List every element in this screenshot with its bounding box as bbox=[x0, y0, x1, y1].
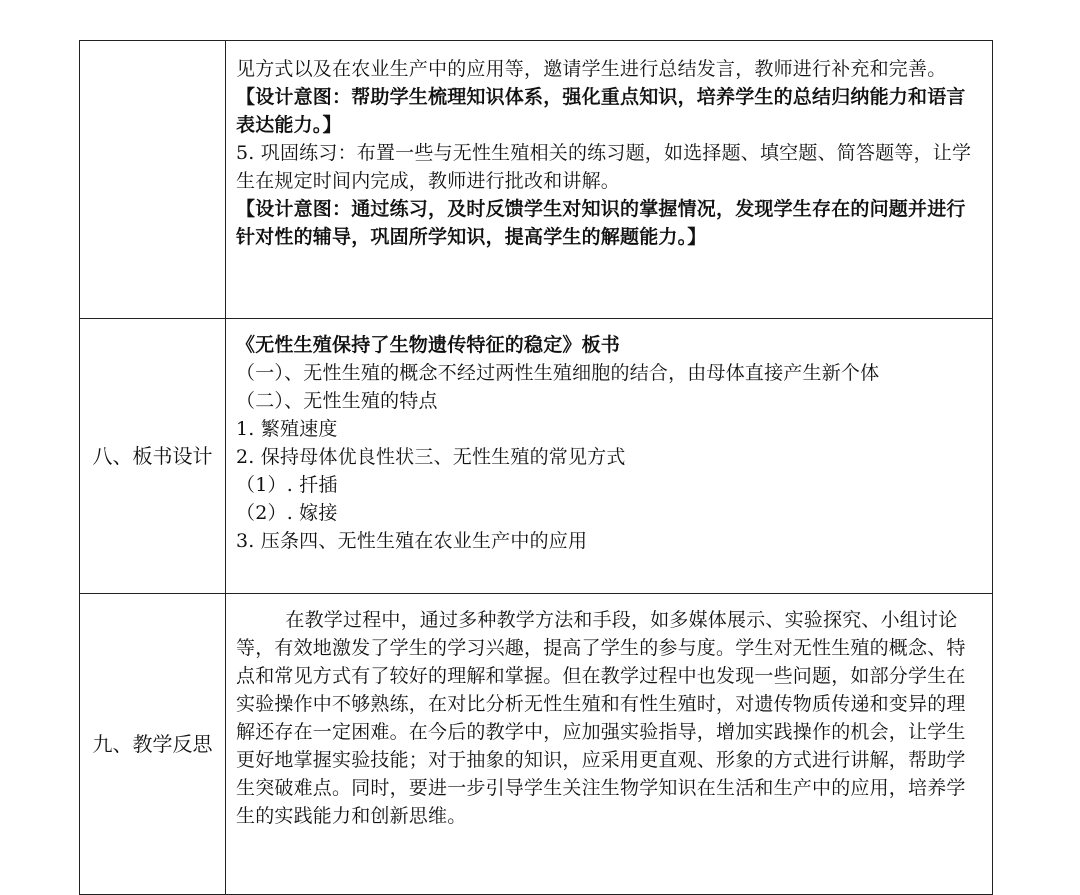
board-line: 3. 压条四、无性生殖在农业生产中的应用 bbox=[236, 530, 588, 552]
table-row-summary bbox=[80, 41, 993, 319]
board-line: （一）、无性生殖的概念不经过两性生殖细胞的结合，由母体直接产生新个体 bbox=[236, 362, 880, 384]
lesson-plan-table bbox=[79, 40, 993, 895]
board-line: 2. 保持母体优良性状三、无性生殖的常见方式 bbox=[236, 446, 626, 468]
board-line: （二）、无性生殖的特点 bbox=[236, 390, 438, 412]
row-content-reflection bbox=[226, 594, 993, 895]
summary-paragraph: 见方式以及在农业生产中的应用等，邀请学生进行总结发言，教师进行补充和完善。 bbox=[236, 58, 947, 80]
row-label-board-design: 八、板书设计 bbox=[80, 319, 226, 594]
table-row-board-design bbox=[80, 319, 993, 594]
board-line: 1. 繁殖速度 bbox=[236, 418, 338, 440]
table-row-reflection bbox=[80, 594, 993, 895]
practice-paragraph: 5. 巩固练习：布置一些与无性生殖相关的练习题，如选择题、填空题、简答题等，让学生在规定时间内完成，教师进行批改和讲解。 bbox=[236, 142, 972, 192]
board-line: （1）. 扦插 bbox=[236, 474, 338, 496]
design-intent-note: 【设计意图：通过练习，及时反馈学生对知识的掌握情况，发现学生存在的问题并进行针对性的辅导，巩固所学知识，提高学生的解题能力。】 bbox=[236, 198, 966, 248]
board-title: 《无性生殖保持了生物遗传特征的稳定》板书 bbox=[236, 334, 621, 356]
board-line: （2）. 嫁接 bbox=[236, 502, 338, 524]
row-content-summary bbox=[226, 41, 993, 319]
design-intent-note: 【设计意图：帮助学生梳理知识体系，强化重点知识，培养学生的总结归纳能力和语言表达能力。】 bbox=[236, 86, 966, 136]
row-content-board-design bbox=[226, 319, 993, 594]
row-label-reflection: 九、教学反思 bbox=[80, 594, 226, 895]
row-label-empty bbox=[80, 41, 226, 319]
reflection-paragraph: 在教学过程中，通过多种教学方法和手段，如多媒体展示、实验探究、小组讨论等，有效地激发了学生的学习兴趣，提高了学生的参与度。学生对无性生殖的概念、特点和常见方式有了较好的理解和掌握。但在教学过程中也发现一些问题，如部分学生在实验操作中不够熟练，在对比分析无性生殖和有性生殖时，对遗传物质传递和变异的理解还存在一定困难。在今后的教学中，应加强实验指导，增加实践操作的机会，让学生更好地掌握实验技能；对于抽象的知识，应采用更直观、形象的方式进行讲解，帮助学生突破难点。同时，要进一步引导学生关注生物学知识在生活和生产中的应用，培养学生的实践能力和创新思维。 bbox=[236, 609, 966, 827]
